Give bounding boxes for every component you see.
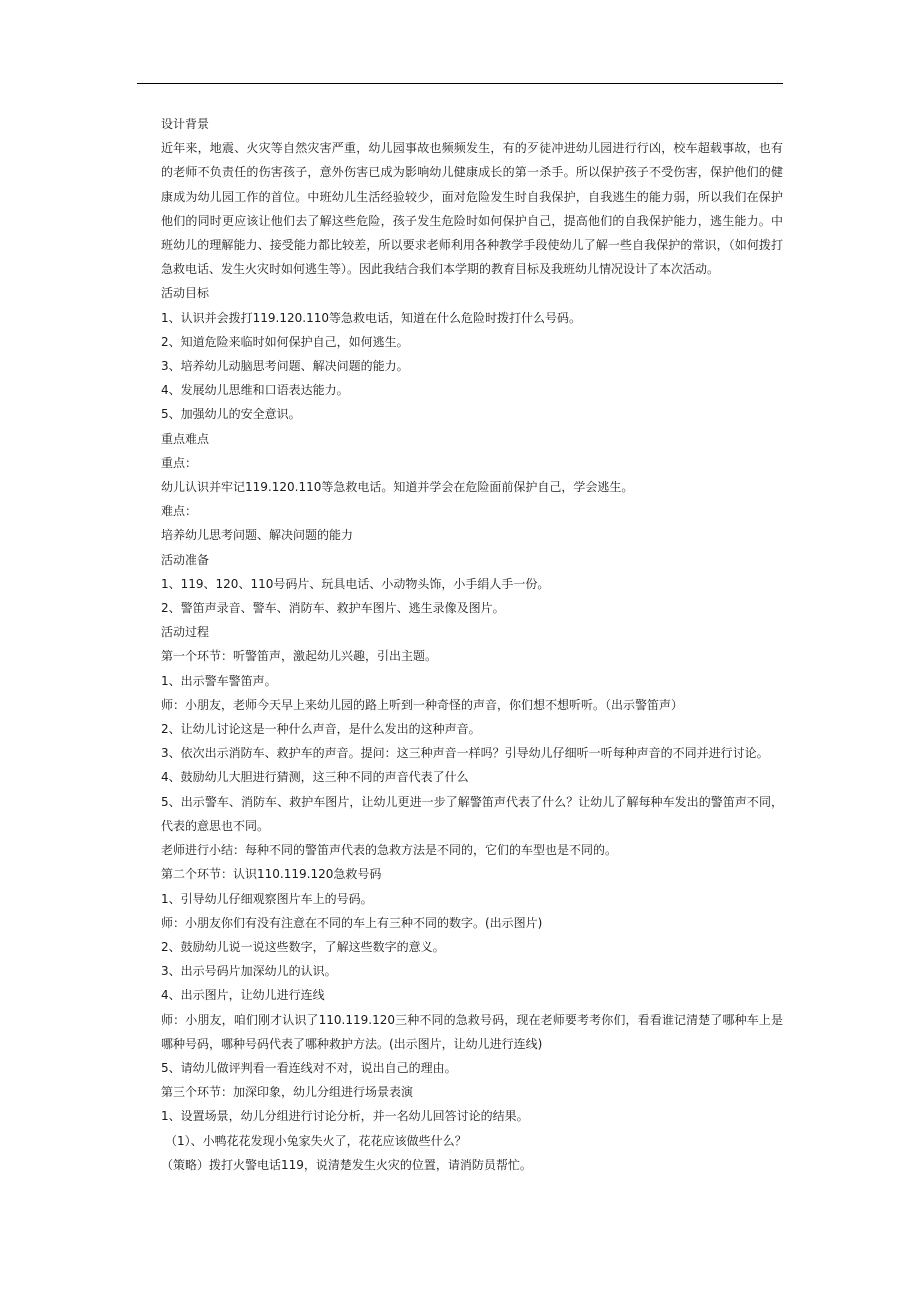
paragraph: 1、出示警车警笛声。: [161, 673, 277, 688]
paragraph: 4、出示图片，让幼儿进行连线: [161, 988, 325, 1003]
paragraph: 2、让幼儿讨论这是一种什么声音，是什么发出的这种声音。: [161, 722, 481, 737]
paragraph: 活动过程: [161, 625, 210, 640]
paragraph: 5、出示警车、消防车、救护车图片，让幼儿更进一步了解警笛声代表了什么？让幼儿了解每种车发出的警笛声不同，代表的意思也不同。: [161, 794, 783, 833]
paragraph: 第三个环节：加深印象，幼儿分组进行场景表演: [161, 1085, 414, 1100]
paragraph: 1、引导幼儿仔细观察图片车上的号码。: [161, 891, 373, 906]
paragraph: 5、请幼儿做评判看一看连线对不对，说出自己的理由。: [161, 1060, 457, 1075]
paragraph: （1）、小鸭花花发现小兔家失火了，花花应该做些什么？: [165, 1133, 467, 1148]
paragraph: 培养幼儿思考问题、解决问题的能力: [161, 528, 354, 543]
paragraph: 活动准备: [161, 552, 210, 567]
header-rule: [137, 83, 783, 84]
paragraph: 师：小朋友，咱们刚才认识了110.119.120三种不同的急救号码，现在老师要考考你们，看看谁记清楚了哪种车上是哪种号码，哪种号码代表了哪种救护方法。(出示图片，让幼儿进行连线): [161, 1012, 783, 1051]
paragraph: 师：小朋友，老师今天早上来幼儿园的路上听到一种奇怪的声音，你们想不想听听。（出示警笛声）: [161, 697, 684, 712]
paragraph: 第二个环节：认识110.119.120急救号码: [161, 867, 382, 882]
paragraph: （策略）拨打火警电话119，说清楚发生火灾的位置，请消防员帮忙。: [161, 1157, 532, 1172]
paragraph: 重点：: [161, 455, 198, 470]
paragraph: 1、认识并会拨打119.120.110等急救电话，知道在什么危险时拨打什么号码。: [161, 310, 581, 325]
paragraph: 难点：: [161, 504, 198, 519]
paragraph: 5、加强幼儿的安全意识。: [161, 407, 301, 422]
paragraph: 1、119、120、110号码片、玩具电话、小动物头饰，小手绢人手一份。: [161, 576, 550, 591]
paragraph: 幼儿认识并牢记119.120.110等急救电话。知道并学会在危险面前保护自己，学会逃生。: [161, 480, 634, 495]
document-body: [137, 112, 783, 1177]
paragraph: 重点难点: [161, 431, 210, 446]
paragraph: 第一个环节：听警笛声，激起幼儿兴趣，引出主题。: [161, 649, 438, 664]
paragraph: 师：小朋友你们有没有注意在不同的车上有三种不同的数字。(出示图片): [161, 915, 543, 930]
paragraph: 3、培养幼儿动脑思考问题、解决问题的能力。: [161, 359, 409, 374]
paragraph: 设计背景: [161, 117, 210, 131]
paragraph: 2、警笛声录音、警车、消防车、救护车图片、逃生录像及图片。: [161, 601, 505, 616]
paragraph: 3、出示号码片加深幼儿的认识。: [161, 964, 337, 979]
paragraph: 活动目标: [161, 286, 210, 301]
paragraph: 近年来，地震、火灾等自然灾害严重，幼儿园事故也频频发生，有的歹徒冲进幼儿园进行行凶，校车超载事故，也有的老师不负责任的伤害孩子，意外伤害已成为影响幼儿健康成长的第一杀手。所以保护孩子不受伤害，保护他们的健康成为幼儿园工作的首位。中班幼儿生活经验较少，面对危险发生时自我保护，自我逃生的能力弱，所以我们在保护他们的同时更应该让他们去了解这些危险，孩子发生危险时如何保护自己，提高他们的自我保护能力，逃生能力。中班幼儿的理解能力、接受能力都比较差，所以要求老师利用各种教学手段使幼儿了解一些自我保护的常识，（如何拨打急救电话、发生火灾时如何逃生等）。因此我结合我们本学期的教育目标及我班幼儿情况设计了本次活动。: [161, 141, 783, 277]
paragraph: 老师进行小结：每种不同的警笛声代表的急救方法是不同的，它们的车型也是不同的。: [161, 843, 618, 858]
paragraph: 2、鼓励幼儿说一说这些数字，了解这些数字的意义。: [161, 939, 445, 954]
paragraph: 3、依次出示消防车、救护车的声音。提问：这三种声音一样吗？引导幼儿仔细听一听每种声音的不同并进行讨论。: [161, 746, 769, 761]
paragraph: 4、鼓励幼儿大胆进行猜测，这三种不同的声音代表了什么: [161, 770, 469, 785]
paragraph: 4、发展幼儿思维和口语表达能力。: [161, 383, 349, 398]
paragraph: 1、设置场景，幼儿分组进行讨论分析，并一名幼儿回答讨论的结果。: [161, 1109, 529, 1124]
paragraph: 2、知道危险来临时如何保护自己，如何逃生。: [161, 334, 409, 349]
